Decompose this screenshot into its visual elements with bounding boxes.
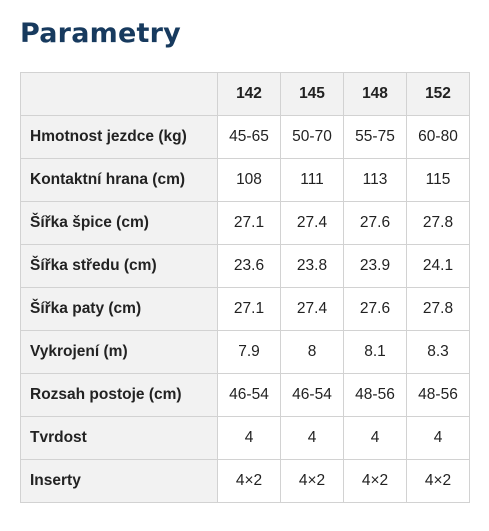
table-row-tip-width (21, 202, 470, 245)
table-row-rider-weight (21, 116, 470, 159)
table-cell: 4×2 (344, 460, 407, 503)
table-row-inserts (21, 460, 470, 503)
table-row-sidecut (21, 331, 470, 374)
row-label: Kontaktní hrana (cm) (21, 159, 218, 202)
table-row-contact-edge (21, 159, 470, 202)
table-cell: 115 (407, 159, 470, 202)
table-cell: 4×2 (407, 460, 470, 503)
table-cell: 27.6 (344, 288, 407, 331)
table-cell: 24.1 (407, 245, 470, 288)
row-label: Tvrdost (21, 417, 218, 460)
row-label: Vykrojení (m) (21, 331, 218, 374)
table-cell: 111 (281, 159, 344, 202)
table-row-tail-width (21, 288, 470, 331)
table-cell: 27.8 (407, 202, 470, 245)
table-cell: 48-56 (407, 374, 470, 417)
table-cell: 23.6 (218, 245, 281, 288)
table-cell: 4 (407, 417, 470, 460)
table-cell: 27.1 (218, 202, 281, 245)
table-cell: 46-54 (218, 374, 281, 417)
table-cell: 48-56 (344, 374, 407, 417)
row-label: Inserty (21, 460, 218, 503)
table-cell: 23.8 (281, 245, 344, 288)
table-row-stiffness (21, 417, 470, 460)
table-cell: 27.4 (281, 202, 344, 245)
table-cell: 4 (344, 417, 407, 460)
parameters-table (20, 72, 470, 503)
table-cell: 50-70 (281, 116, 344, 159)
table-cell: 46-54 (281, 374, 344, 417)
header-corner-cell (21, 73, 218, 116)
table-cell: 27.6 (344, 202, 407, 245)
table-cell: 7.9 (218, 331, 281, 374)
table-cell: 4×2 (281, 460, 344, 503)
size-header-cell: 148 (344, 73, 407, 116)
table-cell: 23.9 (344, 245, 407, 288)
table-cell: 60-80 (407, 116, 470, 159)
table-cell: 8.3 (407, 331, 470, 374)
table-cell: 8 (281, 331, 344, 374)
table-cell: 27.4 (281, 288, 344, 331)
table-cell: 113 (344, 159, 407, 202)
table-cell: 27.8 (407, 288, 470, 331)
table-header-row (21, 73, 470, 116)
table-cell: 4 (218, 417, 281, 460)
row-label: Šířka středu (cm) (21, 245, 218, 288)
row-label: Šířka špice (cm) (21, 202, 218, 245)
table-cell: 45-65 (218, 116, 281, 159)
size-header-cell: 145 (281, 73, 344, 116)
table-cell: 4 (281, 417, 344, 460)
page-title: Parametry (20, 18, 181, 49)
table-cell: 27.1 (218, 288, 281, 331)
row-label: Rozsah postoje (cm) (21, 374, 218, 417)
row-label: Hmotnost jezdce (kg) (21, 116, 218, 159)
table-cell: 4×2 (218, 460, 281, 503)
table-cell: 8.1 (344, 331, 407, 374)
table-cell: 55-75 (344, 116, 407, 159)
size-header-cell: 142 (218, 73, 281, 116)
row-label: Šířka paty (cm) (21, 288, 218, 331)
size-header-cell: 152 (407, 73, 470, 116)
table-cell: 108 (218, 159, 281, 202)
table-row-stance-range (21, 374, 470, 417)
table-row-waist-width (21, 245, 470, 288)
